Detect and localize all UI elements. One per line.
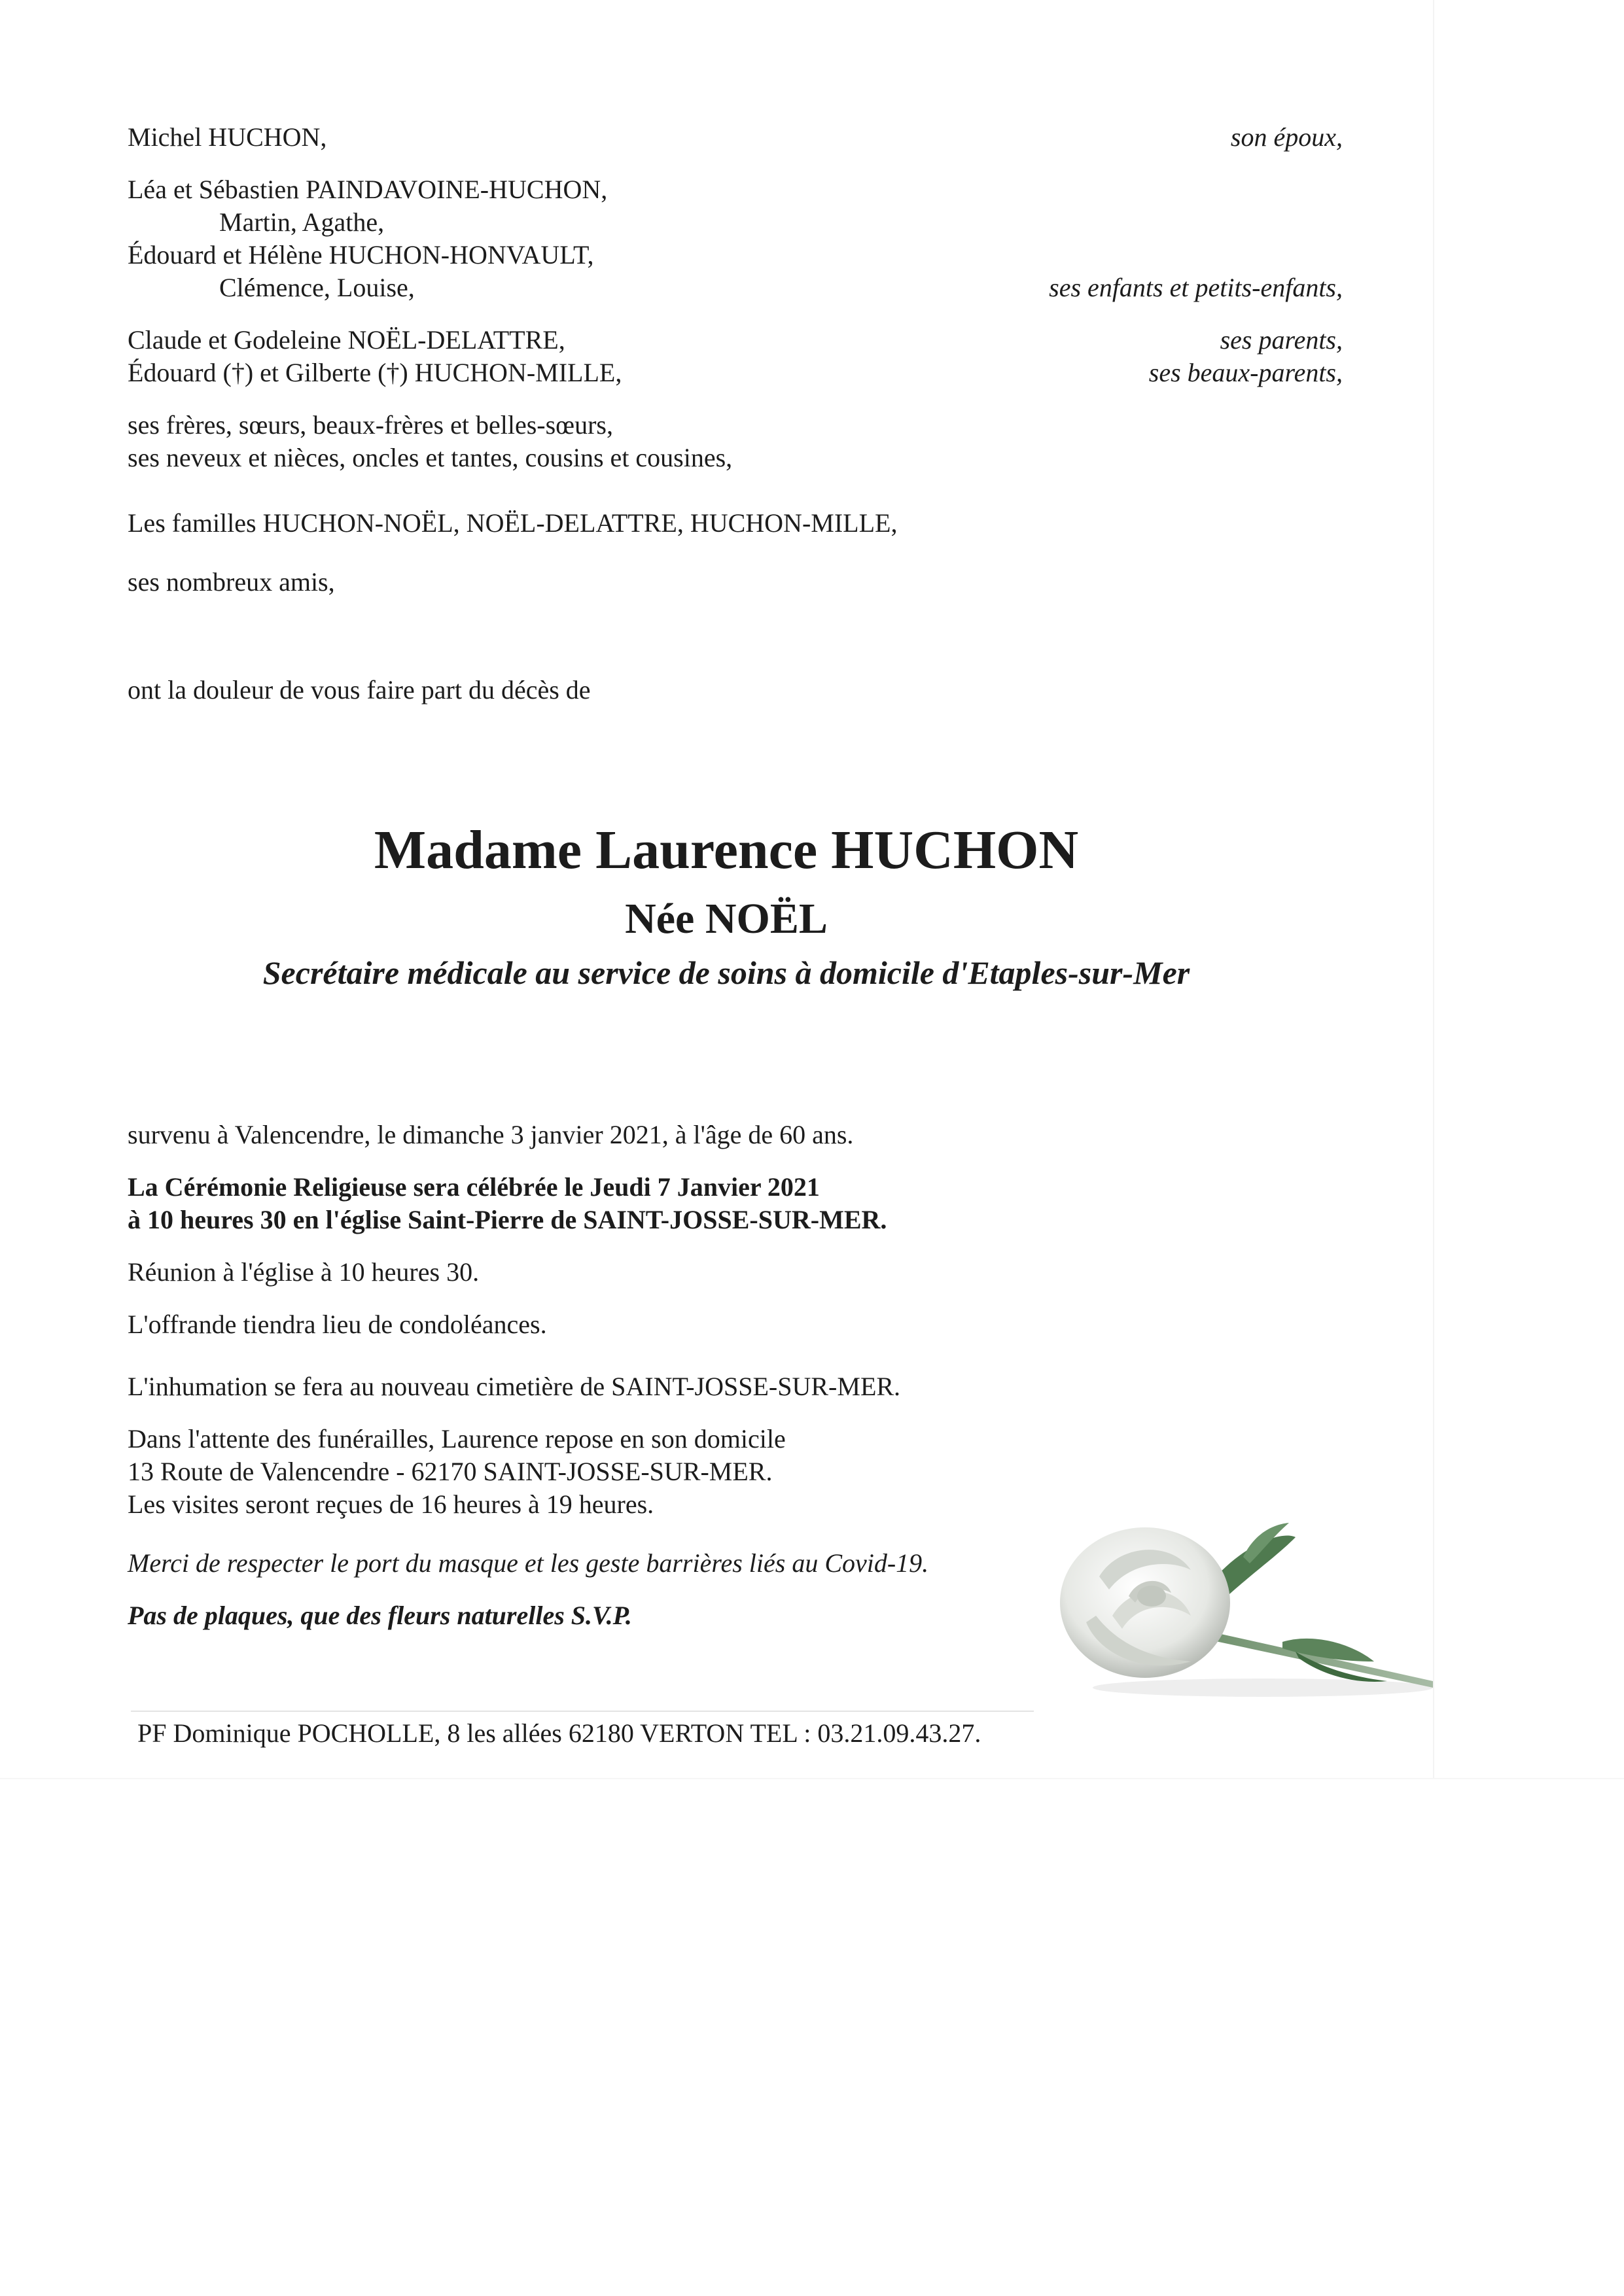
burial-details: L'inhumation se fera au nouveau cimetière de SAINT-JOSSE-SUR-MER. [128,1372,901,1401]
address: 13 Route de Valencendre - 62170 SAINT-JOSSE-SUR-MER. [128,1457,773,1486]
husband-name: Michel HUCHON, [128,122,327,152]
ceremony-place: à 10 heures 30 en l'église Saint-Pierre de SAINT-JOSSE-SUR-MER. [128,1205,887,1234]
rest-details: Dans l'attente des funérailles, Laurence repose en son domicile [128,1424,786,1453]
siblings-line: ses frères, sœurs, beaux-frères et belles-sœurs, [128,410,613,440]
grandchild-line: Clémence, Louise, [219,273,415,302]
children-role: ses enfants et petits-enfants, [1049,273,1343,302]
husband-role: son époux, [1230,122,1343,152]
inlaws-name: Édouard (†) et Gilberte (†) HUCHON-MILLE, [128,358,622,387]
meeting-details: Réunion à l'église à 10 heures 30. [128,1257,480,1287]
parents-role: ses parents, [1220,325,1343,355]
parents-name: Claude et Godeleine NOËL-DELATTRE, [128,325,565,355]
death-details: survenu à Valencendre, le dimanche 3 janvier 2021, à l'âge de 60 ans. [128,1120,854,1149]
relatives-line: ses neveux et nièces, oncles et tantes, cousins et cousines, [128,443,733,472]
announcement-text: ont la douleur de vous faire part du décès de [128,675,591,704]
ceremony-line: La Cérémonie Religieuse sera célébrée le Jeudi 7 Janvier 2021 [128,1172,820,1202]
occupation: Secrétaire médicale au service de soins à domicile d'Etaples-sur-Mer [262,954,1190,991]
footer-divider [131,1711,1034,1712]
covid-note: Merci de respecter le port du masque et les geste barrières liés au Covid-19. [128,1548,929,1578]
child-line: Édouard et Hélène HUCHON-HONVAULT, [128,240,594,270]
white-rose-icon [1047,1485,1439,1707]
offering-note: L'offrande tiendra lieu de condoléances. [128,1310,547,1339]
flowers-note: Pas de plaques, que des fleurs naturelles S.V.P. [128,1601,632,1630]
visiting-hours: Les visites seront reçues de 16 heures à 19 heures. [128,1489,654,1519]
scan-bottom-edge [0,1778,1624,1779]
maiden-name: Née NOËL [625,895,828,943]
child-line: Léa et Sébastien PAINDAVOINE-HUCHON, [128,175,608,204]
deceased-name: Madame Laurence HUCHON [374,820,1079,880]
grandchild-line: Martin, Agathe, [219,207,385,237]
funeral-home-footer: PF Dominique POCHOLLE, 8 les allées 62180 VERTON TEL : 03.21.09.43.27. [137,1718,981,1748]
inlaws-role: ses beaux-parents, [1148,358,1343,387]
friends-line: ses nombreux amis, [128,567,335,597]
families-line: Les familles HUCHON-NOËL, NOËL-DELATTRE, HUCHON-MILLE, [128,508,898,538]
